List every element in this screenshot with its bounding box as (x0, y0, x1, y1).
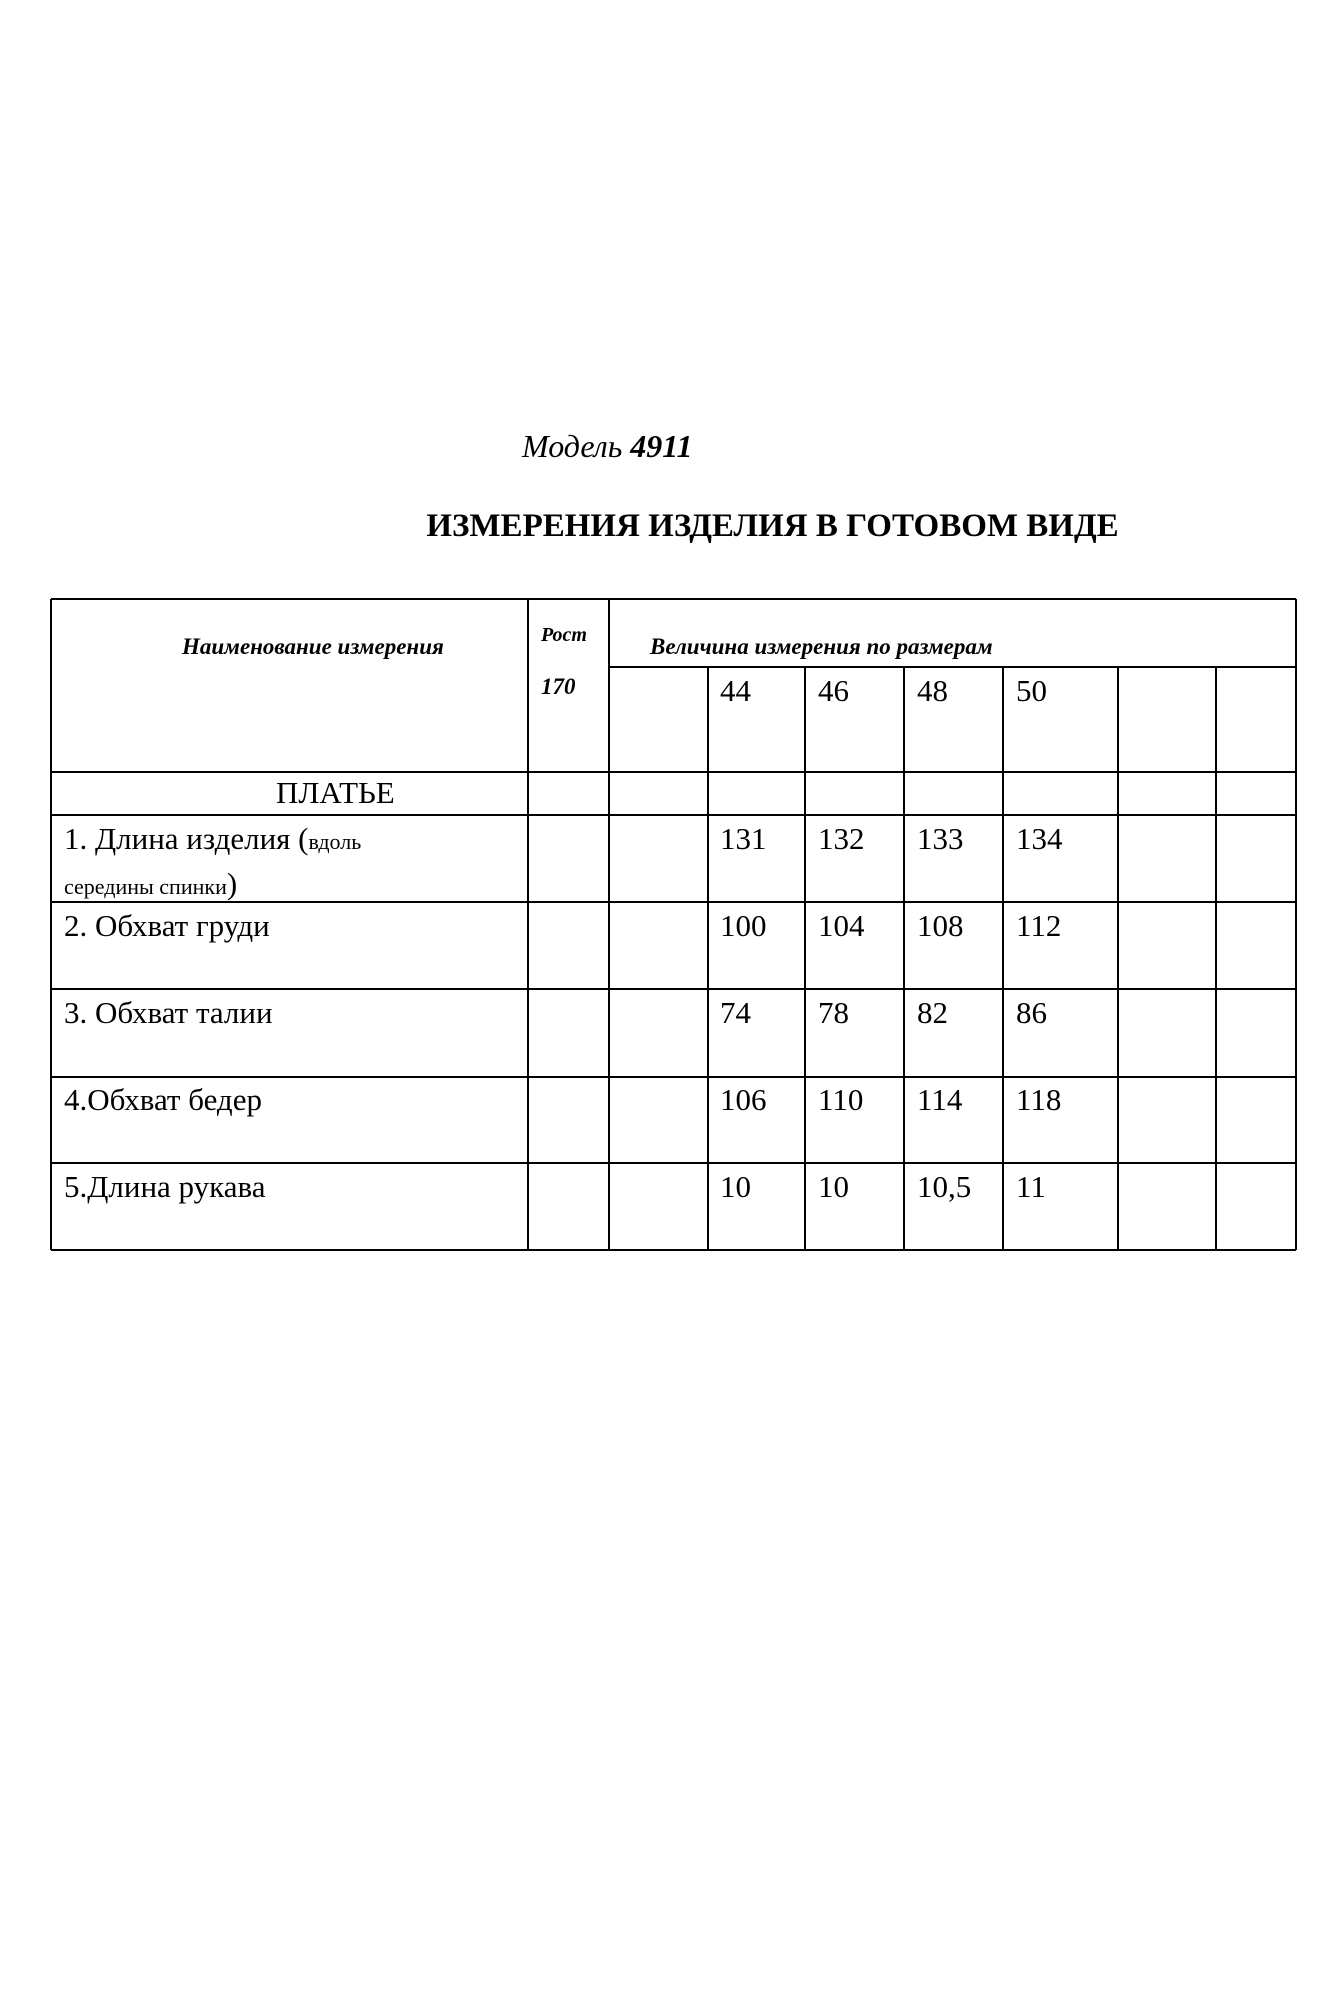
size-header: 48 (917, 673, 948, 708)
row-note: вдоль (308, 829, 362, 854)
table-cell: 110 (818, 1082, 864, 1117)
row-label-continued (64, 866, 237, 902)
table-cell: 106 (720, 1082, 767, 1117)
model-number: 4911 (630, 428, 693, 464)
model-label: Модель (522, 428, 623, 464)
size-header: 46 (818, 673, 849, 708)
table-cell: 131 (720, 821, 767, 856)
size-header: 50 (1016, 673, 1047, 708)
table-cell: 10 (818, 1169, 849, 1204)
table-cell: 10 (720, 1169, 751, 1204)
row-label (64, 821, 361, 857)
size-header: 44 (720, 673, 751, 708)
header-height-value: 170 (541, 674, 576, 699)
header-measurement-name: Наименование измерения (182, 634, 444, 659)
row-label: 2. Обхват груди (64, 908, 270, 943)
section-label: ПЛАТЬЕ (276, 775, 395, 810)
table-cell: 86 (1016, 995, 1047, 1030)
table-cell: 100 (720, 908, 767, 943)
header-height-label: Рост (541, 624, 587, 646)
table-cell: 134 (1016, 821, 1063, 856)
header-values-by-size: Величина измерения по размерам (650, 634, 993, 659)
table-cell: 112 (1016, 908, 1062, 943)
table-cell: 78 (818, 995, 849, 1030)
table-cell: 132 (818, 821, 865, 856)
row-label: 3. Обхват талии (64, 995, 273, 1030)
table-cell: 104 (818, 908, 865, 943)
table-cell: 108 (917, 908, 964, 943)
row-close-paren: ) (226, 866, 238, 901)
table-cell: 10,5 (917, 1169, 972, 1204)
table-cell: 114 (917, 1082, 963, 1117)
table-cell: 133 (917, 821, 964, 856)
table-cell: 74 (720, 995, 751, 1030)
row-label: 5.Длина рукава (64, 1169, 266, 1204)
row-label: 4.Обхват бедер (64, 1082, 262, 1117)
row-name: 1. Длина изделия ( (64, 821, 309, 856)
row-note-2: середины спинки (64, 874, 227, 899)
table-cell: 11 (1016, 1169, 1046, 1204)
table-cell: 118 (1016, 1082, 1062, 1117)
document-title: ИЗМЕРЕНИЯ ИЗДЕЛИЯ В ГОТОВОМ ВИДЕ (426, 508, 1119, 544)
table-cell: 82 (917, 995, 948, 1030)
